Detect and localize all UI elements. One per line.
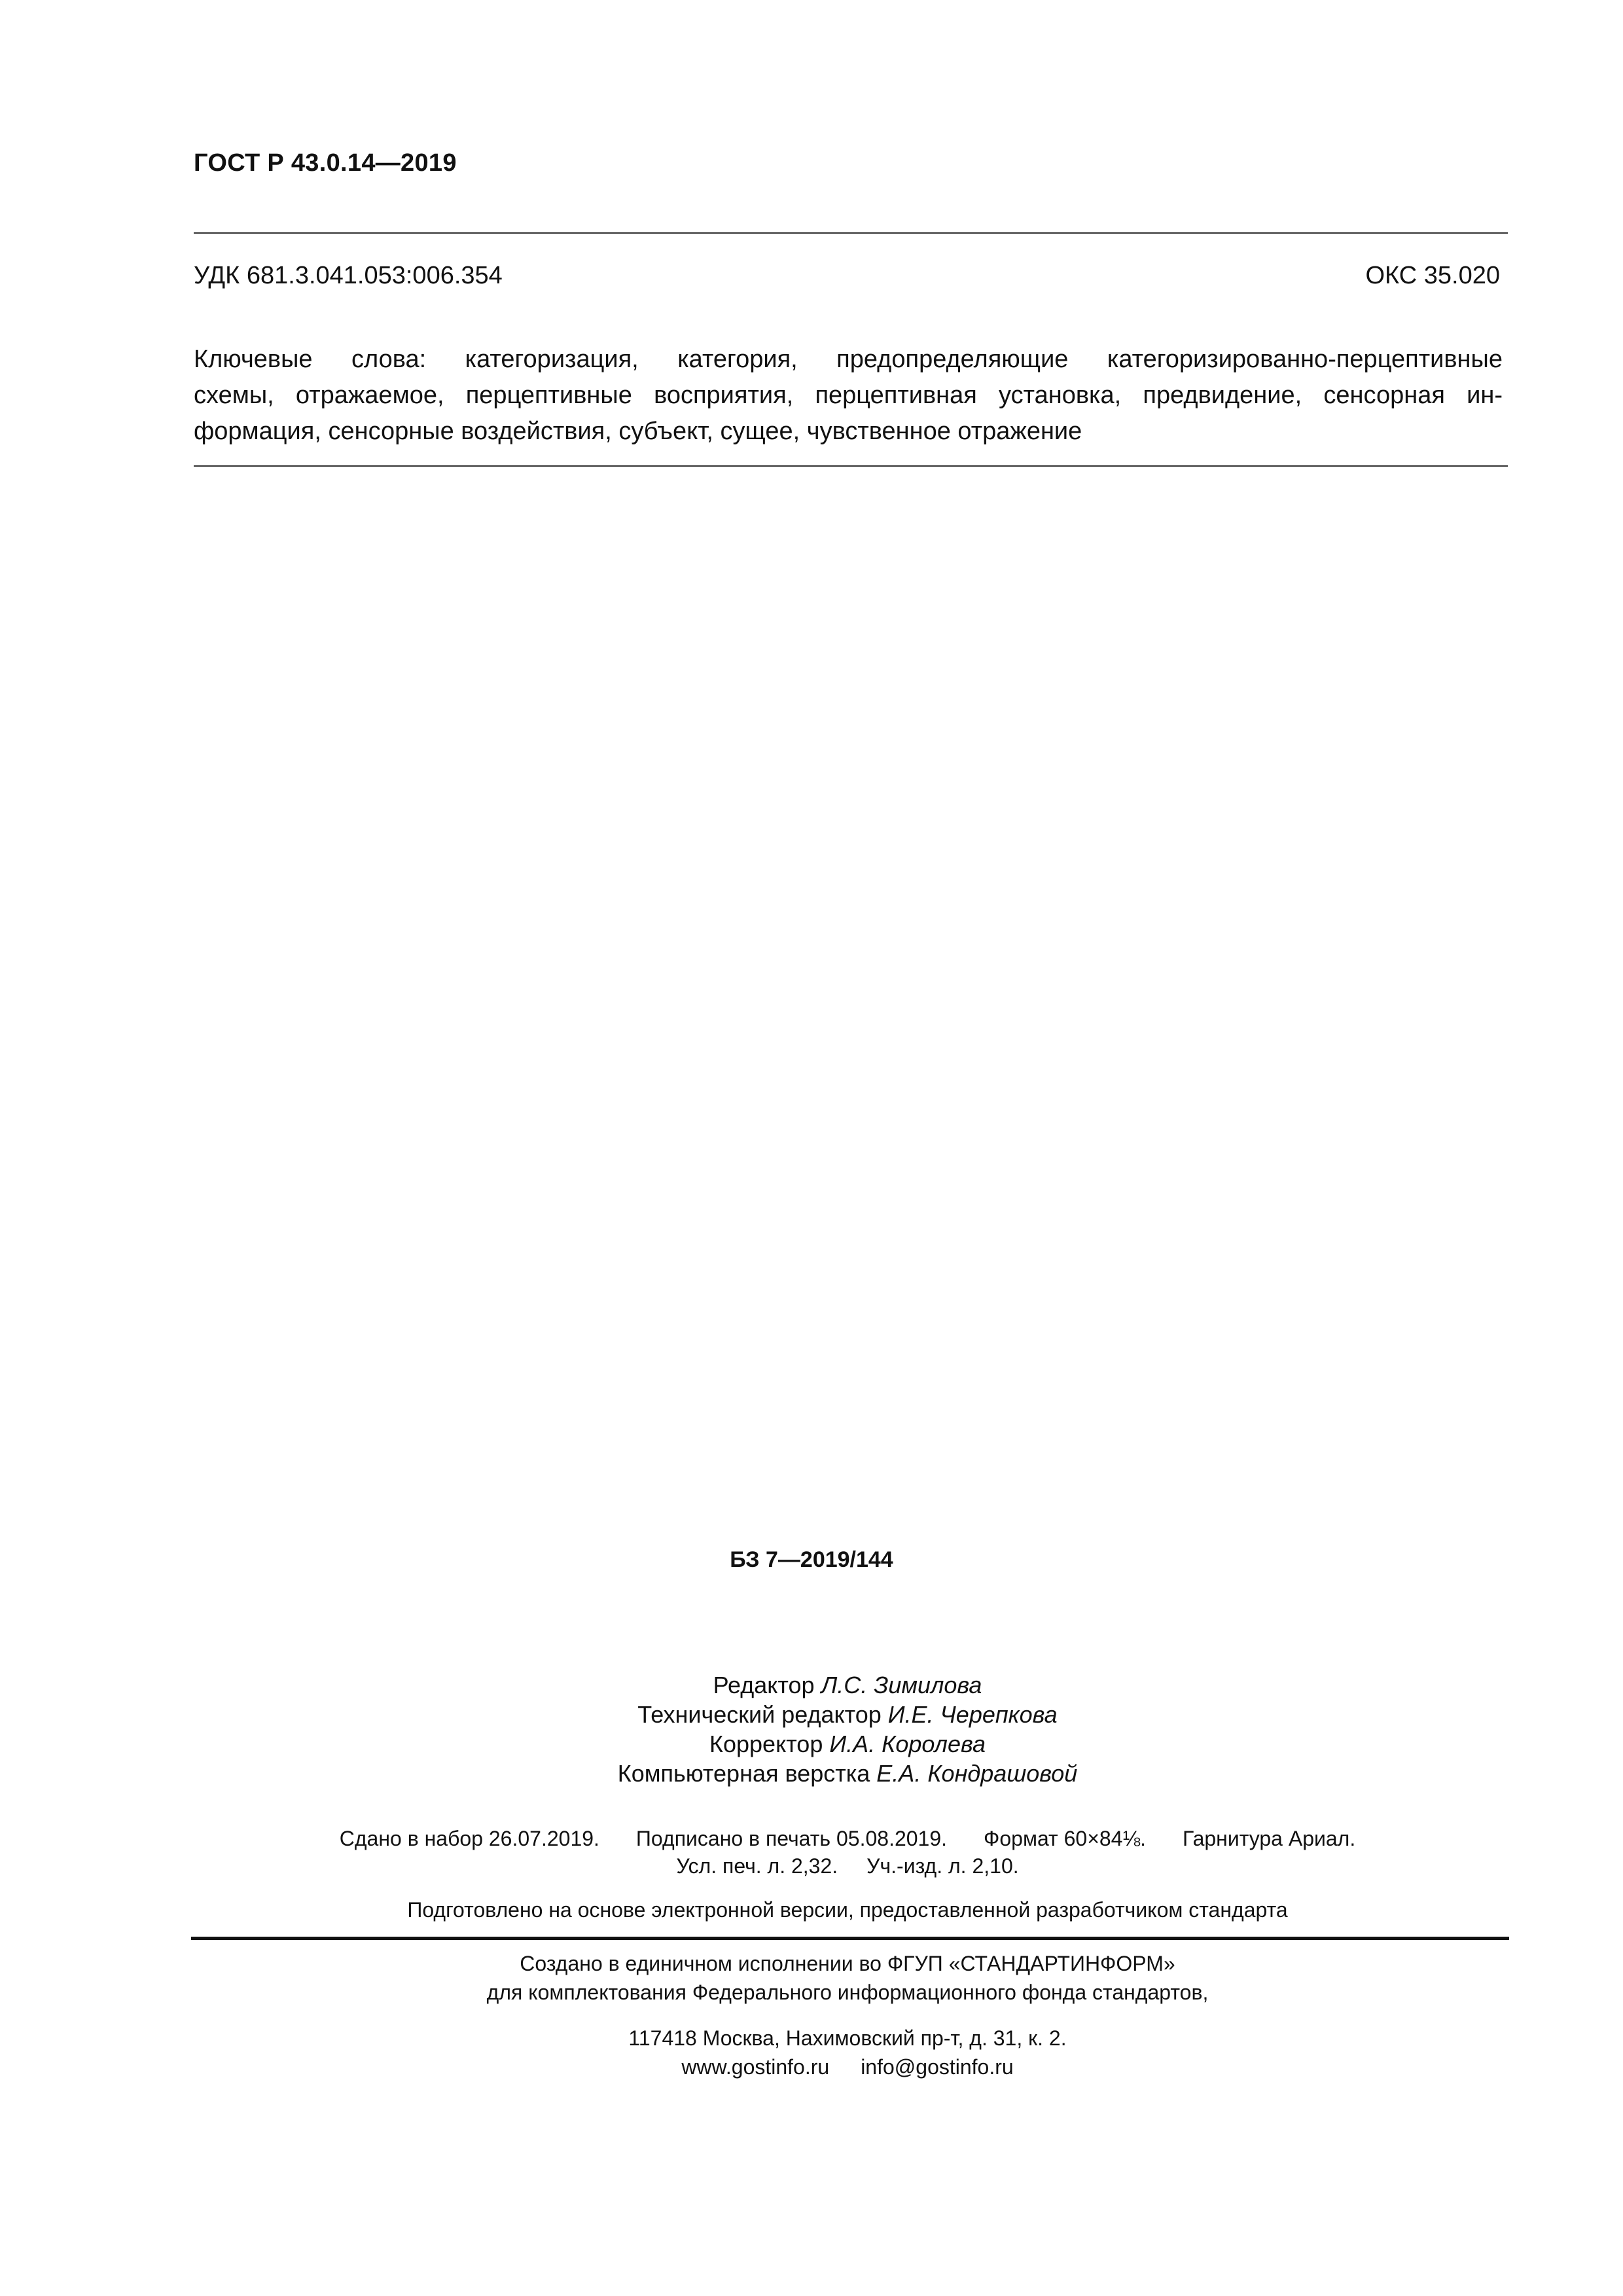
- oks-code: ОКС 35.020: [1365, 262, 1500, 289]
- created-line: для комплектования Федерального информационного фонда стандартов,: [486, 1981, 1209, 2004]
- paper-format: Формат 60×84⅛.: [984, 1827, 1147, 1850]
- keywords-line: схемы, отражаемое, перцептивные восприятия, перцептивная установка, предвидение, сенсорная ин-: [194, 382, 1503, 409]
- keywords-block: [194, 342, 1503, 450]
- credit-name: Л.С. Зимилова: [821, 1672, 982, 1698]
- address-line: 117418 Москва, Нахимовский пр-т, д. 31, к. 2.: [628, 2026, 1067, 2050]
- credit-name: И.Е. Черепкова: [887, 1701, 1058, 1728]
- created-line: Создано в единичном исполнении во ФГУП «СТАНДАРТИНФОРМ»: [520, 1952, 1175, 1975]
- typeface: Гарнитура Ариал.: [1183, 1827, 1356, 1850]
- standard-code: ГОСТ Р 43.0.14—2019: [194, 149, 457, 177]
- credit-name: Е.А. Кондрашовой: [876, 1760, 1078, 1787]
- pub-sheets: Уч.-изд. л. 2,10.: [866, 1854, 1019, 1878]
- credit-layout: [0, 1759, 1623, 1788]
- keywords-line: формация, сенсорные воздействия, субъект, сущее, чувственное отражение: [194, 418, 1082, 445]
- credit-role: Компьютерная верстка: [617, 1760, 870, 1787]
- credit-role: Технический редактор: [637, 1701, 882, 1728]
- keywords-divider: [194, 465, 1508, 467]
- signed-date: Подписано в печать 05.08.2019.: [635, 1827, 948, 1850]
- credits-block: [0, 1670, 1623, 1788]
- credit-name: И.А. Королева: [829, 1731, 986, 1757]
- publisher-address: [0, 2024, 1623, 2081]
- typeset-date: Сдано в набор 26.07.2019.: [339, 1827, 599, 1850]
- credit-corrector: [0, 1729, 1623, 1759]
- top-divider: [194, 232, 1508, 234]
- credit-editor: [0, 1670, 1623, 1700]
- email-link[interactable]: info@gostinfo.ru: [861, 2055, 1014, 2079]
- credit-role: Корректор: [709, 1731, 823, 1757]
- print-sheets: Усл. печ. л. 2,32.: [676, 1854, 838, 1878]
- udc-code: УДК 681.3.041.053:006.354: [194, 262, 503, 289]
- website-link[interactable]: www.gostinfo.ru: [681, 2055, 830, 2079]
- bz-number: БЗ 7—2019/144: [730, 1547, 893, 1572]
- prepared-note: Подготовлено на основе электронной версии, предоставленной разработчиком стандарта: [407, 1898, 1288, 1922]
- publisher-divider: [191, 1937, 1509, 1940]
- publisher-created: [0, 1949, 1623, 2007]
- credit-role: Редактор: [713, 1672, 815, 1698]
- credit-tech-editor: [0, 1700, 1623, 1729]
- keywords-line: Ключевые слова: категоризация, категория, предопределяющие категоризированно-перцептивные: [194, 346, 1503, 373]
- print-info: [0, 1825, 1623, 1880]
